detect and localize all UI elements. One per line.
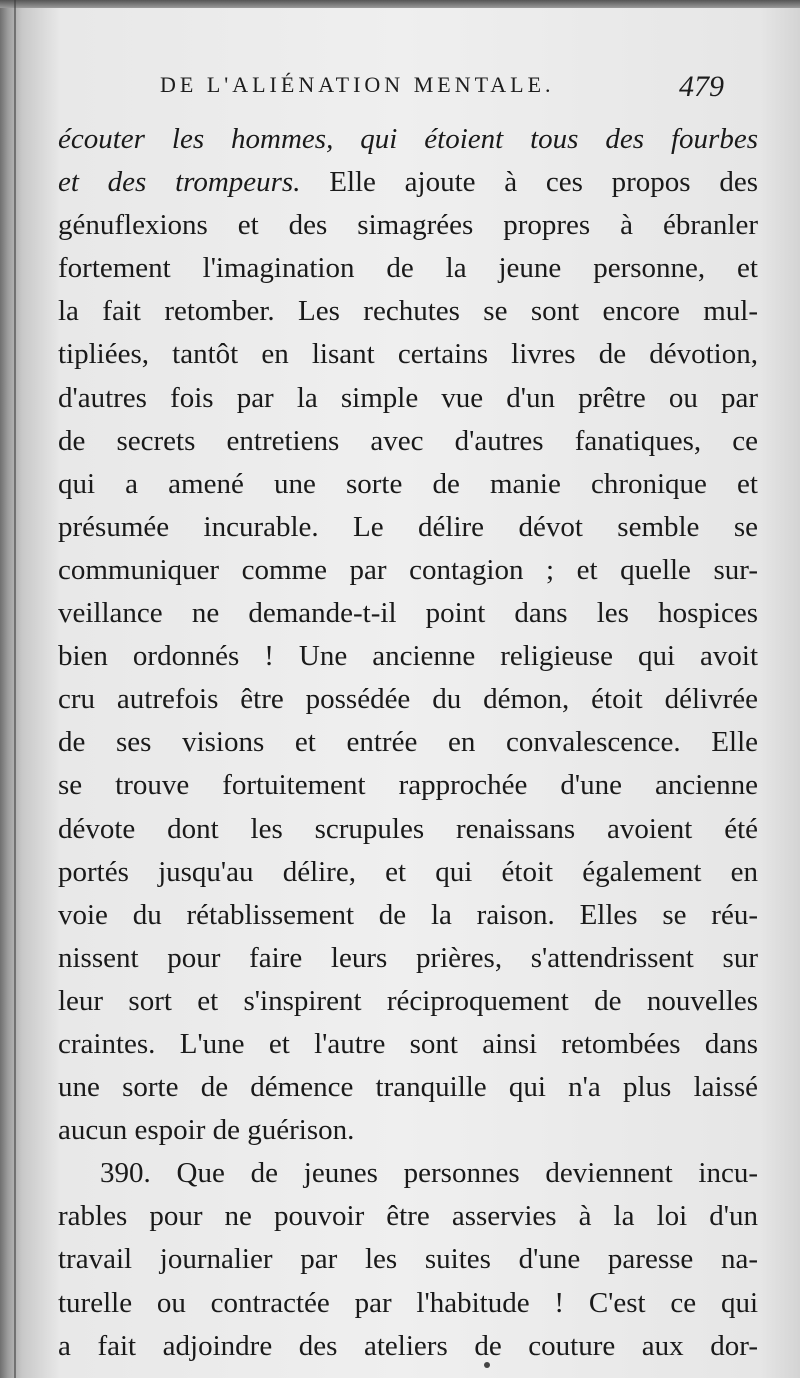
text-line: [58, 678, 758, 721]
text-line: [58, 808, 758, 851]
roman-text: bien ordonnés ! Une ancienne religieuse qui avoit: [58, 640, 758, 673]
roman-text: se trouve fortuitement rapprochée d'une ancienne: [58, 769, 758, 802]
text-line: [58, 204, 758, 247]
roman-text: craintes. L'une et l'autre sont ainsi retombées dans: [58, 1027, 758, 1060]
roman-text: cru autrefois être possédée du démon, étoit délivrée: [58, 683, 758, 716]
roman-text: d'autres fois par la simple vue d'un prêtre ou par: [58, 381, 758, 414]
paragraph-first-line: [58, 1152, 758, 1195]
roman-text: rables pour ne pouvoir être asservies à la loi d'un: [58, 1200, 758, 1233]
text-line: [58, 1066, 758, 1109]
running-head: DE L'ALIÉNATION MENTALE.: [160, 72, 555, 97]
page-header: [160, 72, 760, 112]
roman-text: voie du rétablissement de la raison. Elles se réu-: [58, 898, 758, 931]
text-line: [58, 506, 758, 549]
text-line: [58, 463, 758, 506]
binding-gutter-line: [14, 0, 16, 1378]
roman-text: leur sort et s'inspirent réciproquement de nouvelles: [58, 984, 758, 1017]
text-line: [58, 420, 758, 463]
roman-text: fortement l'imagination de la jeune personne, et: [58, 252, 758, 285]
text-line: [58, 980, 758, 1023]
roman-text: de ses visions et entrée en convalescence. Elle: [58, 726, 758, 759]
text-line: [58, 247, 758, 290]
roman-text: tipliées, tantôt en lisant certains livres de dévotion,: [58, 338, 758, 371]
roman-text: la fait retomber. Les rechutes se sont encore mul-: [58, 295, 758, 328]
roman-text: veillance ne demande-t-il point dans les hospices: [58, 597, 758, 630]
roman-text: aucun espoir de guérison.: [58, 1114, 355, 1147]
roman-text: dévote dont les scrupules renaissans avoient été: [58, 812, 758, 845]
text-line: [58, 1195, 758, 1238]
text-line: [58, 1325, 758, 1368]
text-line: [58, 161, 758, 204]
text-line: [58, 1282, 758, 1325]
text-line: [58, 592, 758, 635]
text-line: [58, 333, 758, 376]
text-line: [58, 377, 758, 420]
text-line: [58, 549, 758, 592]
body-text: [58, 118, 758, 1368]
text-line: [58, 290, 758, 333]
roman-text: présumée incurable. Le délire dévot semble se: [58, 510, 758, 543]
text-line: [58, 635, 758, 678]
ink-speck: [484, 1362, 490, 1368]
text-line: [58, 937, 758, 980]
roman-text: travail journalier par les suites d'une paresse na-: [58, 1243, 758, 1276]
roman-text: nissent pour faire leurs prières, s'attendrissent sur: [58, 941, 758, 974]
page-top-edge: [0, 0, 800, 8]
roman-text: portés jusqu'au délire, et qui étoit également en: [58, 855, 758, 888]
page-number: 479: [679, 70, 724, 103]
roman-text: de secrets entretiens avec d'autres fanatiques, ce: [58, 424, 758, 457]
italic-text: écouter les hommes, qui étoient tous des fourbes: [58, 123, 758, 155]
text-line: [58, 1023, 758, 1066]
roman-text: a fait adjoindre des ateliers de couture aux dor-: [58, 1329, 758, 1362]
text-line: [58, 1238, 758, 1281]
text-line: [58, 118, 758, 161]
paragraph-last-line: [58, 1109, 758, 1152]
roman-text: qui a amené une sorte de manie chronique et: [58, 467, 758, 500]
text-line: [58, 851, 758, 894]
roman-text: une sorte de démence tranquille qui n'a plus laissé: [58, 1071, 758, 1104]
roman-text: génuflexions et des simagrées propres à ébranler: [58, 209, 758, 242]
text-line: [58, 894, 758, 937]
roman-text: communiquer comme par contagion ; et quelle sur-: [58, 553, 758, 586]
italic-text: et des trompeurs.: [58, 166, 301, 199]
roman-text: Elle ajoute à ces propos des: [300, 166, 758, 199]
roman-text: 390. Que de jeunes personnes deviennent incu-: [100, 1157, 758, 1190]
text-line: [58, 764, 758, 807]
text-line: [58, 721, 758, 764]
roman-text: turelle ou contractée par l'habitude ! C'est ce qui: [58, 1286, 758, 1319]
